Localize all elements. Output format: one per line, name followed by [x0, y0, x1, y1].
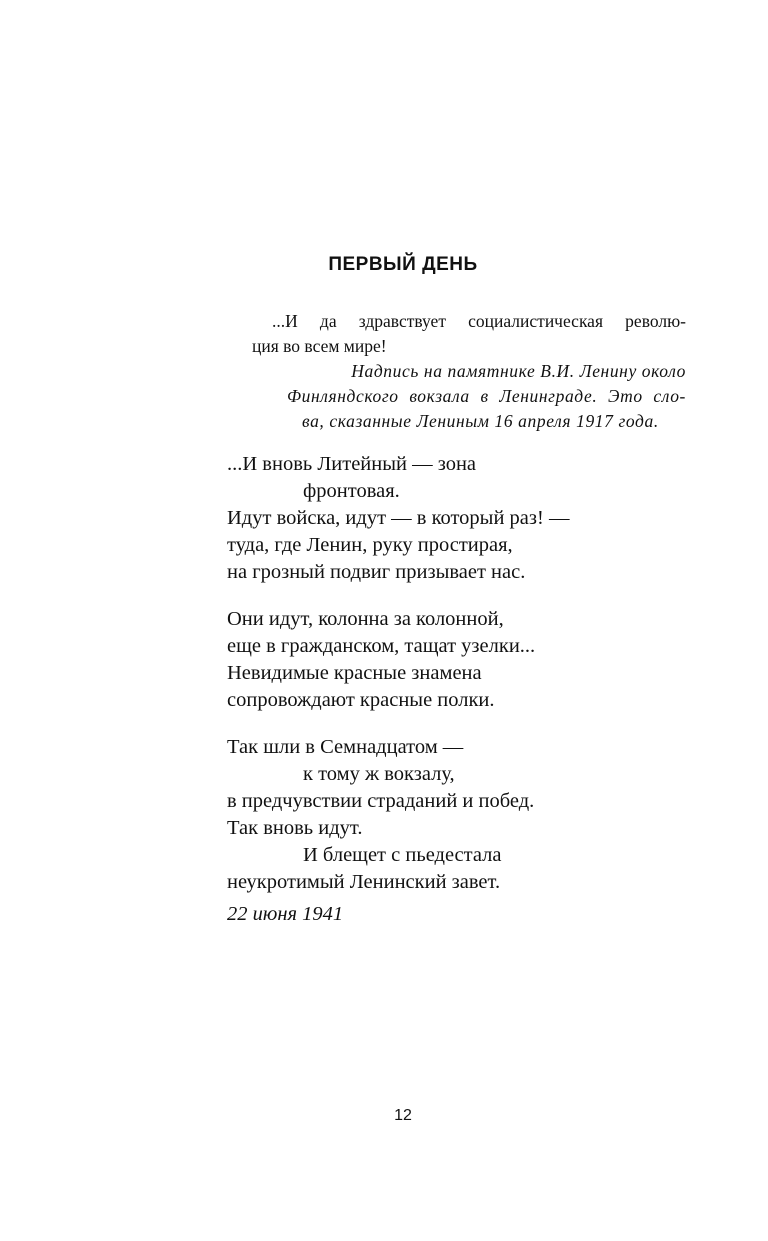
- verse-line: в предчувствии страданий и побед.: [227, 790, 535, 812]
- verse-line: И блещет с пьедестала: [303, 844, 502, 866]
- epigraph-attribution-line: Финляндского вокзала в Ленинграде. Это сло-: [287, 386, 686, 406]
- stanza: [227, 734, 569, 896]
- verse-line: еще в гражданском, тащат узелки...: [227, 635, 536, 657]
- page-number: 12: [394, 1107, 412, 1124]
- epigraph: [252, 309, 686, 434]
- verse-line: фронтовая.: [303, 480, 400, 502]
- verse-line: ...И вновь Литейный — зона: [227, 453, 477, 475]
- verse-line: Идут войска, идут — в который раз! —: [227, 507, 570, 529]
- verse-line: Невидимые красные знамена: [227, 662, 482, 684]
- epigraph-attribution-line: Надпись на памятнике В.И. Ленину около: [351, 361, 686, 381]
- poem-date: 22 июня 1941: [227, 903, 344, 925]
- poem-title: ПЕРВЫЙ ДЕНЬ: [328, 254, 478, 275]
- verse-line: неукротимый Ленинский завет.: [227, 871, 501, 893]
- stanza: [227, 451, 569, 586]
- verse-line: Так вновь идут.: [227, 817, 363, 839]
- verse-line: к тому ж вокзалу,: [303, 763, 455, 785]
- poem-body: [227, 451, 569, 916]
- verse-line: Так шли в Семнадцатом —: [227, 736, 464, 758]
- epigraph-line: ция во всем мире!: [252, 336, 387, 356]
- verse-line: сопровождают красные полки.: [227, 689, 495, 711]
- epigraph-line: ...И да здравствует социалистическая револю-: [272, 311, 686, 331]
- verse-line: туда, где Ленин, руку простирая,: [227, 534, 513, 556]
- stanza: [227, 606, 569, 714]
- verse-line: Они идут, колонна за колонной,: [227, 608, 504, 630]
- epigraph-attribution-line: ва, сказанные Лениным 16 апреля 1917 года.: [302, 411, 659, 431]
- verse-line: на грозный подвиг призывает нас.: [227, 561, 526, 583]
